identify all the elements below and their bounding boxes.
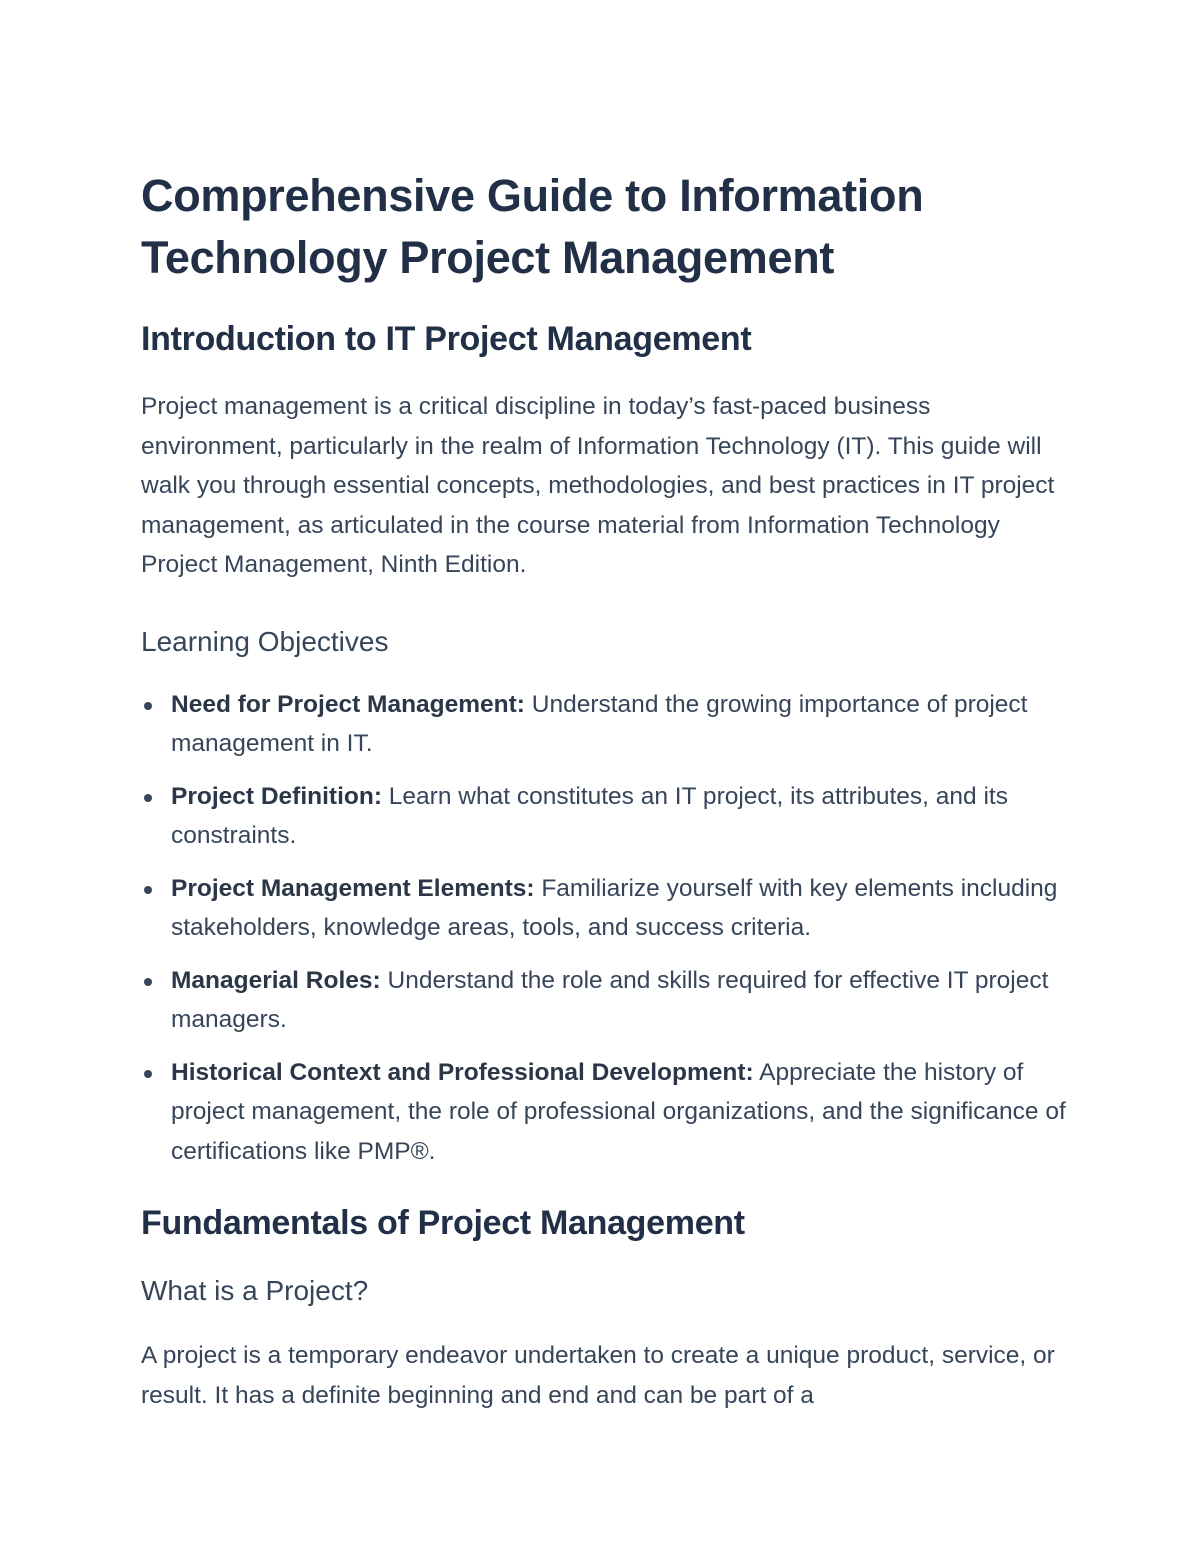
bullet-icon <box>144 702 152 710</box>
bullet-icon <box>144 978 152 986</box>
section-heading-introduction: Introduction to IT Project Management <box>141 320 752 358</box>
bullet-icon <box>144 1070 152 1078</box>
objective-text: Learn what constitutes an IT project, its attributes, and its constraints. <box>171 782 1008 849</box>
bullet-icon <box>144 886 152 894</box>
learning-objectives-heading: Learning Objectives <box>141 625 389 657</box>
objective-text: Appreciate the history of project management, the role of professional organizations, and the significance of certifications like PMP®. <box>171 1058 1066 1165</box>
objective-text: Familiarize yourself with key elements including stakeholders, knowledge areas, tools, and success criteria. <box>171 874 1058 941</box>
list-item <box>141 685 1071 764</box>
bullet-icon <box>144 794 152 802</box>
list-item <box>141 961 1071 1040</box>
project-definition-paragraph: A project is a temporary endeavor undertaken to create a unique product, service, or result. It has a definite beginning and end and can be part of a <box>141 1342 1055 1409</box>
objective-term: Project Management Elements: <box>171 874 535 902</box>
objective-term: Need for Project Management: <box>171 690 525 718</box>
list-item <box>141 1053 1071 1172</box>
learning-objectives-list <box>141 685 1071 1172</box>
objective-text: Understand the growing importance of project management in IT. <box>171 690 1028 757</box>
objective-term: Project Definition: <box>171 782 382 810</box>
objective-text: Understand the role and skills required for effective IT project managers. <box>171 966 1049 1033</box>
objective-term: Historical Context and Professional Development: <box>171 1058 754 1086</box>
what-is-a-project-heading: What is a Project? <box>141 1275 369 1306</box>
list-item <box>141 777 1071 856</box>
intro-paragraph: Project management is a critical discipline in today’s fast-paced business environment, particularly in the realm of Information Technology (IT). This guide will walk you through essential concepts, methodologies, and best practices in IT project management, as articulated in the course material from Information Technology Project Management, Ninth Edition. <box>141 393 1055 578</box>
list-item <box>141 869 1071 948</box>
document-title: Comprehensive Guide to Information Technology Project Management <box>141 170 924 283</box>
section-heading-fundamentals: Fundamentals of Project Management <box>141 1204 745 1242</box>
objective-term: Managerial Roles: <box>171 966 381 994</box>
document-page <box>141 165 1071 1415</box>
